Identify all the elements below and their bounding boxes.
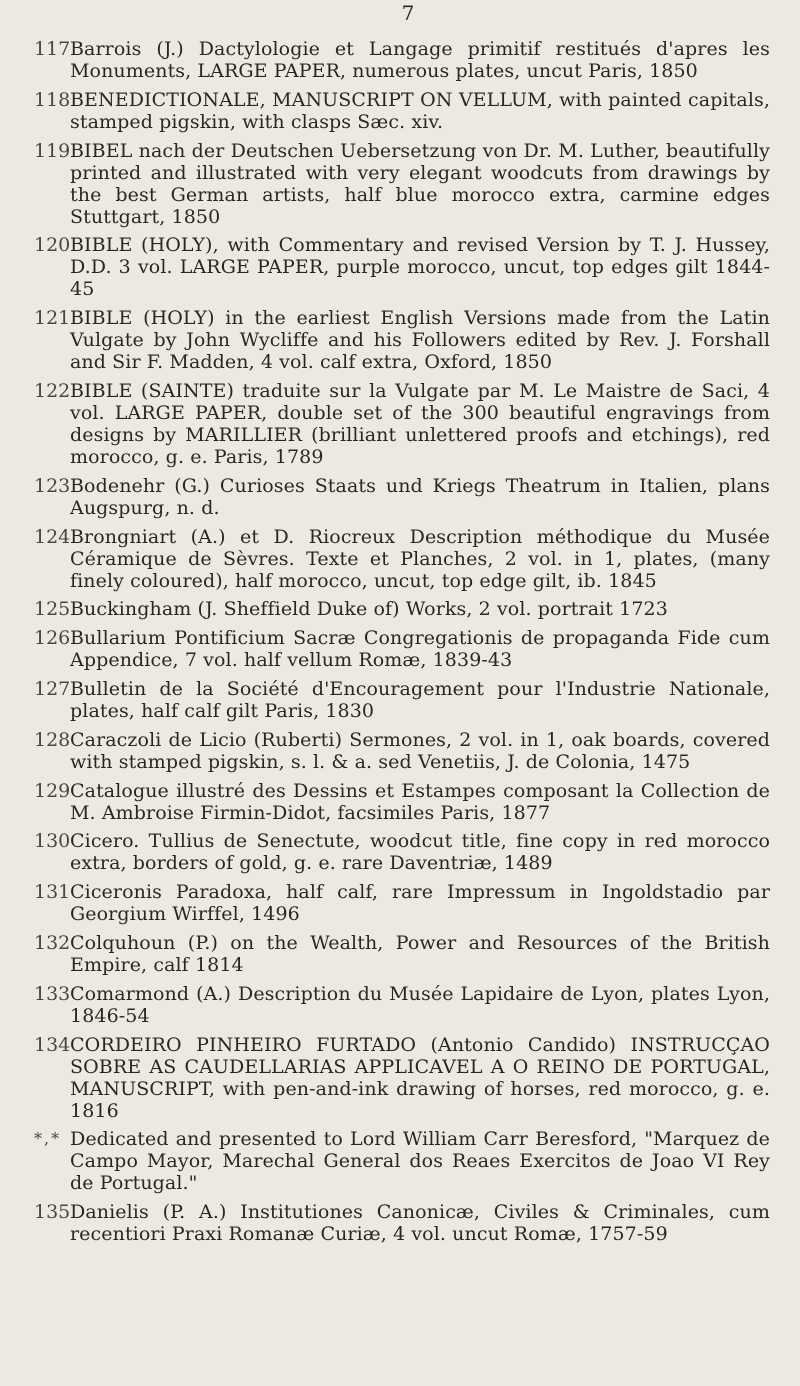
entry-number: 121: [34, 307, 71, 330]
catalogue-entry: [0, 380, 800, 468]
entry-number: 118: [34, 88, 71, 111]
entry-text: Barrois (J.) Dactylologie et Langage primitif restitués d'apres les Monuments, LARGE PAPER, numerous plates, uncut Paris, 1850: [70, 38, 770, 82]
entry-number: 131: [34, 881, 71, 904]
catalogue-entry: [0, 678, 800, 722]
entry-number: 132: [34, 931, 71, 954]
entry-number: 129: [34, 779, 71, 802]
entry-number: 134: [34, 1033, 71, 1056]
catalogue-entry: [0, 729, 800, 773]
entry-number: 130: [34, 830, 71, 853]
entry-number: 133: [34, 982, 71, 1005]
entry-text: Caraczoli de Licio (Ruberti) Sermones, 2 vol. in 1, oak boards, covered with stamped pigskin, s. l. & a. sed Venetiis, J. de Colonia, 1475: [70, 728, 770, 773]
entry-text: Brongniart (A.) et D. Riocreux Description méthodique du Musée Céramique de Sèvres. Texte et Planches, 2 vol. in 1, plates, (many finely coloured), half morocco, uncut, top edge gilt, ib. 1845: [70, 525, 770, 592]
note-text: Dedicated and presented to Lord William Carr Beresford, "Marquez de Campo Mayor, Marechal General dos Reaes Exercitos de Joao VI Rey de Portugal.": [70, 1128, 770, 1195]
catalogue-entry: [0, 627, 800, 671]
catalogue-entry: [0, 881, 800, 925]
entry-number: 135: [34, 1201, 71, 1224]
entry-number: 127: [34, 677, 71, 700]
entry-text: BIBLE (HOLY) in the earliest English Versions made from the Latin Vulgate by John Wycliffe and his Followers edited by Rev. J. Forshall and Sir F. Madden, 4 vol. calf extra, Oxford, 1850: [70, 307, 770, 374]
catalogue-entry: [0, 830, 800, 874]
entry-text: BIBLE (HOLY), with Commentary and revised Version by T. J. Hussey, D.D. 3 vol. LARGE PAPER, purple morocco, uncut, top edges gilt 1844-45: [70, 234, 770, 301]
catalogue-entry: [0, 475, 800, 519]
entry-text: Bodenehr (G.) Curioses Staats und Kriegs Theatrum in Italien, plans Augspurg, n. d.: [70, 474, 770, 519]
entry-number: 124: [34, 525, 71, 548]
entry-text: Catalogue illustré des Dessins et Estampes composant la Collection de M. Ambroise Firmin-Didot, facsimiles Paris, 1877: [70, 779, 770, 824]
catalogue-entry: [0, 140, 800, 228]
catalogue-entry: [0, 526, 800, 592]
entry-text: CORDEIRO PINHEIRO FURTADO (Antonio Candido) INSTRUCÇAO SOBRE AS CAUDELLARIAS APPLICAVEL A O REINO DE PORTUGAL, MANUSCRIPT, with pen-and-ink drawing of horses, red morocco, g. e. 1816: [70, 1033, 770, 1122]
catalogue-entry: [0, 598, 800, 620]
entry-text: BIBLE (SAINTE) traduite sur la Vulgate par M. Le Maistre de Saci, 4 vol. LARGE PAPER, double set of the 300 beautiful engravings from designs by MARILLIER (brilliant unlettered proofs and etchings), red morocco, g. e. Paris, 1789: [70, 379, 770, 468]
catalogue-entry: [0, 38, 800, 82]
entry-text: Danielis (P. A.) Institutiones Canonicæ, Civiles & Criminales, cum recentiori Praxi Romanæ Curiæ, 4 vol. uncut Romæ, 1757-59: [70, 1201, 770, 1246]
catalogue-list: [0, 38, 800, 1252]
entry-text: BIBEL nach der Deutschen Uebersetzung von Dr. M. Luther, beautifully printed and illustrated with very elegant woodcuts from drawings by the best German artists, half blue morocco extra, carmine edges Stuttgart, 1850: [70, 139, 770, 228]
entry-number: 117: [34, 38, 71, 60]
catalogue-entry: [0, 307, 800, 373]
entry-text: BENEDICTIONALE, MANUSCRIPT ON VELLUM, with painted capitals, stamped pigskin, with clasps Sæc. xiv.: [70, 88, 770, 133]
entry-text: Comarmond (A.) Description du Musée Lapidaire de Lyon, plates Lyon, 1846-54: [70, 982, 770, 1027]
entry-number: 119: [34, 139, 71, 162]
catalogue-note: [0, 1128, 800, 1194]
note-marker: *,*: [34, 1129, 62, 1149]
entry-text: Ciceronis Paradoxa, half calf, rare Impressum in Ingoldstadio par Georgium Wirffel, 1496: [70, 881, 770, 926]
catalogue-entry: [0, 234, 800, 300]
entry-number: 123: [34, 474, 71, 497]
catalogue-entry: [0, 983, 800, 1027]
entry-number: 125: [34, 598, 71, 621]
catalogue-entry: [0, 1201, 800, 1245]
entry-number: 128: [34, 728, 71, 751]
catalogue-entry: [0, 780, 800, 824]
page-number: 7: [401, 1, 415, 25]
entry-text: Buckingham (J. Sheffield Duke of) Works, 2 vol. portrait 1723: [70, 598, 668, 621]
catalogue-entry: [0, 89, 800, 133]
catalogue-entry: [0, 932, 800, 976]
entry-number: 120: [34, 234, 71, 257]
entry-text: Cicero. Tullius de Senectute, woodcut title, fine copy in red morocco extra, borders of gold, g. e. rare Daventriæ, 1489: [70, 830, 770, 875]
entry-number: 122: [34, 379, 71, 402]
catalogue-entry: [0, 1034, 800, 1122]
entry-number: 126: [34, 627, 71, 650]
entry-text: Colquhoun (P.) on the Wealth, Power and Resources of the British Empire, calf 1814: [70, 931, 770, 976]
entry-text: Bulletin de la Société d'Encouragement pour l'Industrie Nationale, plates, half calf gilt Paris, 1830: [70, 677, 770, 722]
entry-text: Bullarium Pontificium Sacræ Congregationis de propaganda Fide cum Appendice, 7 vol. half vellum Romæ, 1839-43: [70, 627, 770, 672]
